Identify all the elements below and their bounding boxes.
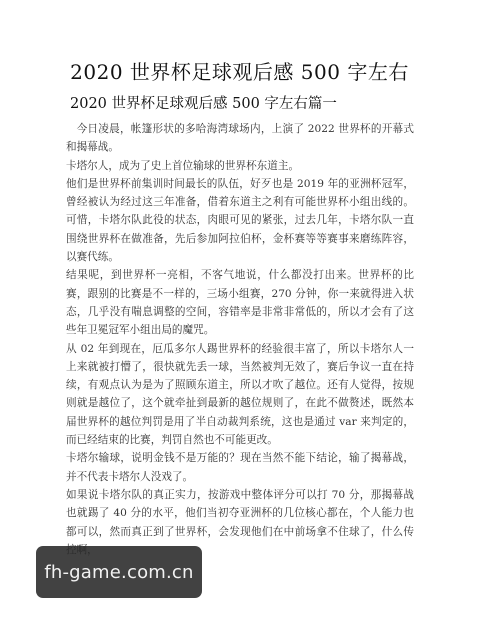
paragraph-4: 结果呢，到世界杯一亮相，不客气地说，什么都没打出来。世界杯的比赛，跟别的比赛是不一样的，三场小组赛，270 分钟，你一来就得进入状态，几乎没有喘息调整的空间，容错率是非常非常低的，所以才会有了这些年卫冕冠军小组出局的魔咒。 — [66, 269, 414, 337]
paragraph-3: 他们是世界杯前集训时间最长的队伍，好歹也是 2019 年的亚洲杯冠军，曾经被认为经过这三年准备，借着东道主之利有可能世界杯小组出线的。可惜，卡塔尔队此役的状态，肉眼可见的紧张，过去几年，卡塔尔队一直围绕世界杯在做准备，先后参加阿拉伯杯，金杯赛等等赛事来磨练阵容，以赛代练。 — [66, 177, 414, 264]
section-title: 2020 世界杯足球观后感 500 字左右篇一 — [70, 96, 337, 112]
watermark-text: fh-game.com.cn — [44, 561, 194, 583]
article-body — [66, 120, 414, 559]
paragraph-5: 从 02 年到现在，厄瓜多尔人踢世界杯的经验很丰富了，所以卡塔尔人一上来就被打懵了，很快就先丢一球，当然被判无效了，赛后争议一直在持续，有观点认为是为了照顾东道主，所以才吹了越位。还有人觉得，按规则就是越位了，这个就牵扯到最新的越位规则了，在此不做赘述，既然本届世界杯的越位判罚是用了半自动裁判系统，这也是通过 var 来判定的，而已经结束的比赛，判罚自然也不可能更改。 — [66, 342, 414, 447]
watermark-badge — [36, 546, 202, 598]
paragraph-6: 卡塔尔输球，说明金钱不是万能的？现在当然不能下结论，输了揭幕战，并不代表卡塔尔人没戏了。 — [66, 452, 414, 483]
document-title: 2020 世界杯足球观后感 500 字左右 — [70, 60, 409, 84]
paragraph-2: 卡塔尔人，成为了史上首位输球的世界杯东道主。 — [66, 159, 300, 172]
paragraph-1: 今日凌晨，帐篷形状的多哈海湾球场内，上演了 2022 世界杯的开幕式和揭幕战。 — [66, 123, 414, 154]
paragraph-7: 如果说卡塔尔队的真正实力，按游戏中整体评分可以打 70 分，那揭幕战也就踢了 40 分的水平，他们当初夺亚洲杯的几位核心都在，个人能力也都可以，然而真正到了世界杯，会发现他们在中前场拿不住球了，什么传 — [66, 488, 414, 538]
